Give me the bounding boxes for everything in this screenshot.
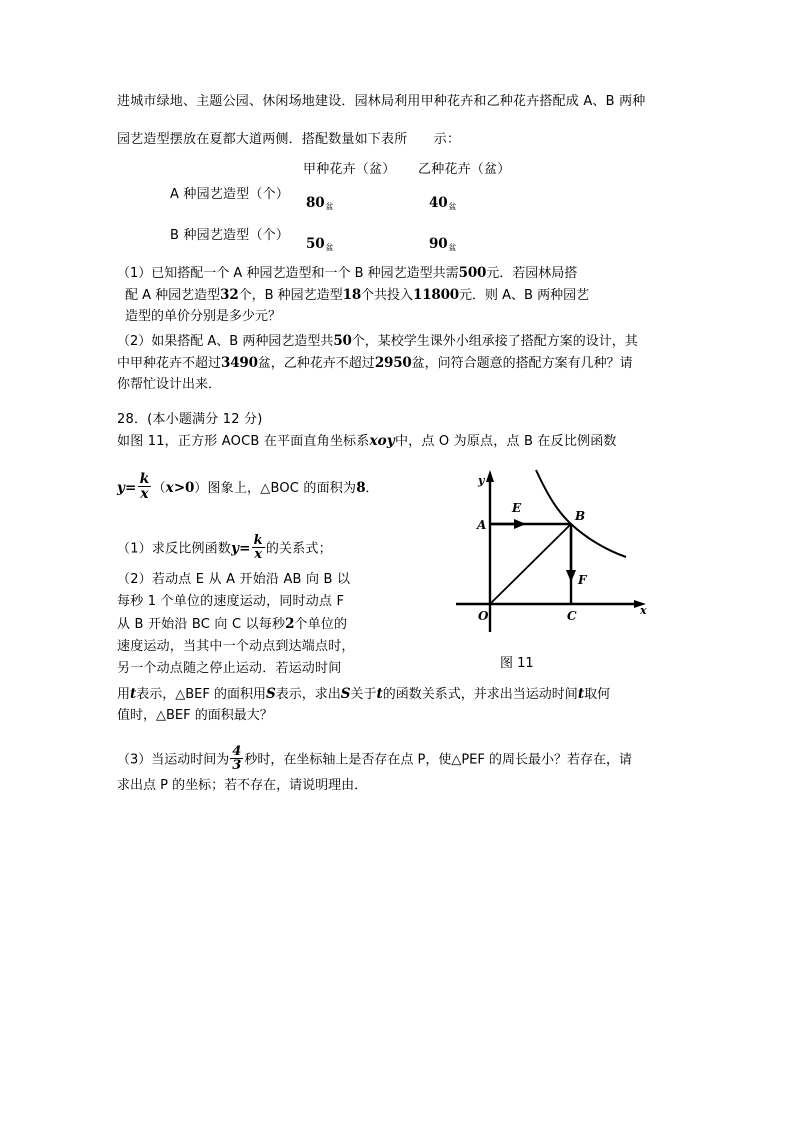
- func-var-y: y: [117, 479, 126, 496]
- sub2-tail-line2: 值时，△BEF 的面积最大？: [117, 708, 273, 723]
- part1-seg1: 已知搭配一个 A 种园艺造型和一个 B 种园艺造型共需: [151, 266, 459, 281]
- part2-marker: （2）: [117, 334, 152, 349]
- intro-line-1: 进城市绿地、主题公园、休闲场地建设．园林局利用甲种花卉和乙种花卉搭配成 A、B 两种: [117, 94, 646, 109]
- sub1-fraction-denominator-x: x: [252, 547, 265, 561]
- part1-seg4: 个，B 种园艺造型: [238, 288, 343, 303]
- y-axis-arrowhead: [486, 470, 494, 482]
- sub2-line5: 另一个动点随之停止运动．若运动时间: [117, 661, 342, 676]
- figure-label-E: E: [512, 501, 522, 515]
- figure-label-C: C: [567, 609, 577, 623]
- sub3-line2: 求出点 P 的坐标；若不存在，请说明理由．: [117, 778, 368, 794]
- question27-part1-line3: 造型的单价分别是多少元？: [125, 309, 282, 324]
- sub2-tail-seg4: 关于: [350, 687, 377, 702]
- table-cell-b-jia-unit: 盆: [325, 243, 334, 252]
- fraction-k-over-x: [138, 472, 152, 502]
- table-cell-a-jia: [306, 193, 334, 217]
- sub2-line4: 速度运动，当其中一个动点到达端点时，: [117, 639, 355, 654]
- part1-value-500: 500: [458, 265, 487, 281]
- part1-value-11800: 11800: [413, 287, 459, 303]
- part1-marker: （1）: [117, 266, 152, 281]
- sub2-tail-seg5: 的函数关系式，并求出当运动时间: [382, 687, 578, 702]
- sub2-var-S-2: S: [340, 686, 351, 702]
- table-cell-a-yi: [429, 193, 457, 217]
- sub1-seg2: 的关系式；: [265, 541, 332, 557]
- table-header-jia: 甲种花卉（盆）: [303, 162, 396, 177]
- part2-seg3: 中甲种花卉不超过: [117, 356, 222, 371]
- question28-intro: [117, 431, 617, 452]
- sub2-tail-seg2: 表示，△BEF 的面积用: [136, 687, 267, 702]
- part2-seg1: 如果搭配 A、B 两种园艺造型共: [151, 334, 334, 349]
- question28-sub1: [117, 534, 332, 562]
- question28-function-line: [117, 472, 379, 502]
- sub2-tail-seg1: 用: [117, 687, 131, 702]
- question28-sub2: [117, 568, 355, 680]
- func-cond-gt: >: [173, 479, 186, 496]
- figure-label-y-axis: y: [478, 474, 485, 487]
- fraction-four-thirds: [230, 745, 243, 773]
- intro-line-2: 园艺造型摆放在夏都大道两侧．搭配数量如下表所 示：: [117, 132, 461, 147]
- part2-seg4: 盆，乙种花卉不超过: [257, 356, 375, 371]
- question27-part1: [117, 262, 683, 327]
- part1-seg2: 元．若园林局搭: [486, 266, 578, 281]
- sub2-marker: （2）: [117, 572, 152, 587]
- func-tail-text: 图象上，△BOC 的面积为: [207, 480, 357, 496]
- func-area-value: 8: [356, 479, 366, 496]
- arrow-F-head: [566, 570, 576, 582]
- sub1-equals: =: [239, 540, 251, 557]
- figure-label-x-axis: x: [640, 604, 647, 617]
- sub2-tail-line1: [117, 683, 683, 705]
- part1-seg6: 元．则 A、B 两种园艺: [459, 288, 590, 303]
- sub2-var-t-3: t: [577, 686, 585, 702]
- sub3-seg2: 秒时，在坐标轴上是否存在点 P，使△PEF 的周长最小？若存在，请: [244, 752, 632, 768]
- question27-part1-line2: [125, 284, 683, 306]
- sub2-var-t-2: t: [376, 686, 383, 702]
- q28-intro-seg2: 中，点 O 为原点，点 B 在反比例函数: [394, 434, 617, 449]
- question27-part2-line1: [117, 330, 683, 352]
- table-cell-b-jia-value: 50: [306, 236, 325, 252]
- sub2-var-t-1: t: [130, 686, 137, 702]
- table-row-label-a: A 种园艺造型（个）: [170, 187, 290, 202]
- func-period: ．: [365, 480, 379, 496]
- func-cond-open: （: [152, 480, 166, 496]
- table-cell-b-yi-unit: 盆: [448, 243, 457, 252]
- figure-11-diagram: [440, 462, 690, 677]
- sub3-line1: [117, 745, 683, 773]
- sub1-marker: （1）: [117, 541, 152, 557]
- sub2-line3-seg2: 个单位的: [294, 617, 348, 632]
- question28-sub3: [117, 745, 683, 799]
- fraction-denominator-x: x: [138, 486, 152, 501]
- segment-OB-diagonal: [490, 524, 571, 604]
- table-cell-b-yi-value: 90: [429, 236, 448, 252]
- fraction-numerator-k: k: [139, 471, 150, 487]
- table-cell-a-yi-value: 40: [429, 195, 448, 211]
- part2-seg5: 盆，问符合题意的搭配方案有几种？请: [411, 356, 633, 371]
- part1-seg3: 配 A 种园艺造型: [125, 288, 221, 303]
- sub2-speed-value: 2: [285, 616, 295, 632]
- question27-part2-line3: 你帮忙设计出来．: [117, 377, 222, 392]
- sub2-line1-text: 若动点 E 从 A 开始沿 AB 向 B 以: [151, 572, 351, 587]
- part2-value-2950: 2950: [374, 355, 412, 371]
- part2-value-50: 50: [333, 333, 352, 349]
- sub1-var-y: y: [231, 540, 240, 557]
- part1-value-32: 32: [220, 287, 239, 303]
- part2-seg2: 个，某校学生课外小组承接了搭配方案的设计，其: [351, 334, 638, 349]
- table-cell-b-jia: [306, 234, 334, 258]
- question28-sub2-tail: [117, 683, 683, 726]
- question28-title: 28．(本小题满分 12 分): [117, 412, 263, 427]
- sub2-tail-seg3: 表示，求出: [275, 687, 341, 702]
- sub3-seg1: 当运动时间为: [151, 752, 230, 768]
- sub2-line3-seg1: 从 B 开始沿 BC 向 C 以每秒: [117, 617, 286, 632]
- sub3-marker: （3）: [117, 752, 152, 768]
- sub1-fraction-k-over-x: [252, 534, 265, 562]
- question27-part2: [117, 330, 683, 395]
- part1-value-18: 18: [342, 287, 362, 303]
- arrow-E-head: [514, 519, 526, 529]
- question27-part2-line2: [117, 352, 683, 374]
- fraction-numerator-4: 4: [232, 744, 242, 759]
- func-cond-close: ）: [194, 480, 208, 496]
- table-header-yi: 乙种花卉（盆）: [418, 162, 511, 177]
- sub2-line1: [117, 568, 355, 591]
- sub1-seg1: 求反比例函数: [151, 541, 232, 557]
- sub2-var-S-1: S: [266, 686, 276, 702]
- figure-label-F: F: [578, 573, 587, 587]
- func-cond-x: x: [165, 479, 174, 496]
- figure-svg: [440, 462, 690, 677]
- fraction-denominator-3: 3: [232, 758, 242, 774]
- sub1-fraction-numerator-k: k: [253, 533, 263, 548]
- q28-intro-seg1: 如图 11，正方形 AOCB 在平面直角坐标系: [117, 434, 370, 449]
- sub2-line3: [117, 613, 355, 636]
- func-equals: =: [125, 479, 137, 496]
- func-cond-zero: 0: [185, 479, 195, 496]
- q28-intro-var-xoy: xoy: [369, 433, 395, 449]
- question27-part1-line1: [117, 262, 683, 284]
- table-cell-b-yi: [429, 234, 457, 258]
- figure-label-B: B: [575, 509, 586, 523]
- part1-seg5: 个共投入: [361, 288, 414, 303]
- figure-caption: 图 11: [500, 656, 534, 671]
- figure-label-O: O: [478, 609, 489, 623]
- table-row-label-b: B 种园艺造型（个）: [170, 228, 290, 243]
- sub2-line2: 每秒 1 个单位的速度运动，同时动点 F: [117, 594, 345, 609]
- table-cell-a-yi-unit: 盆: [448, 202, 457, 211]
- figure-label-A: A: [477, 518, 487, 532]
- table-cell-a-jia-value: 80: [306, 195, 325, 211]
- table-cell-a-jia-unit: 盆: [325, 202, 334, 211]
- sub2-tail-seg6: 取何: [584, 687, 611, 702]
- part2-value-3490: 3490: [221, 355, 258, 371]
